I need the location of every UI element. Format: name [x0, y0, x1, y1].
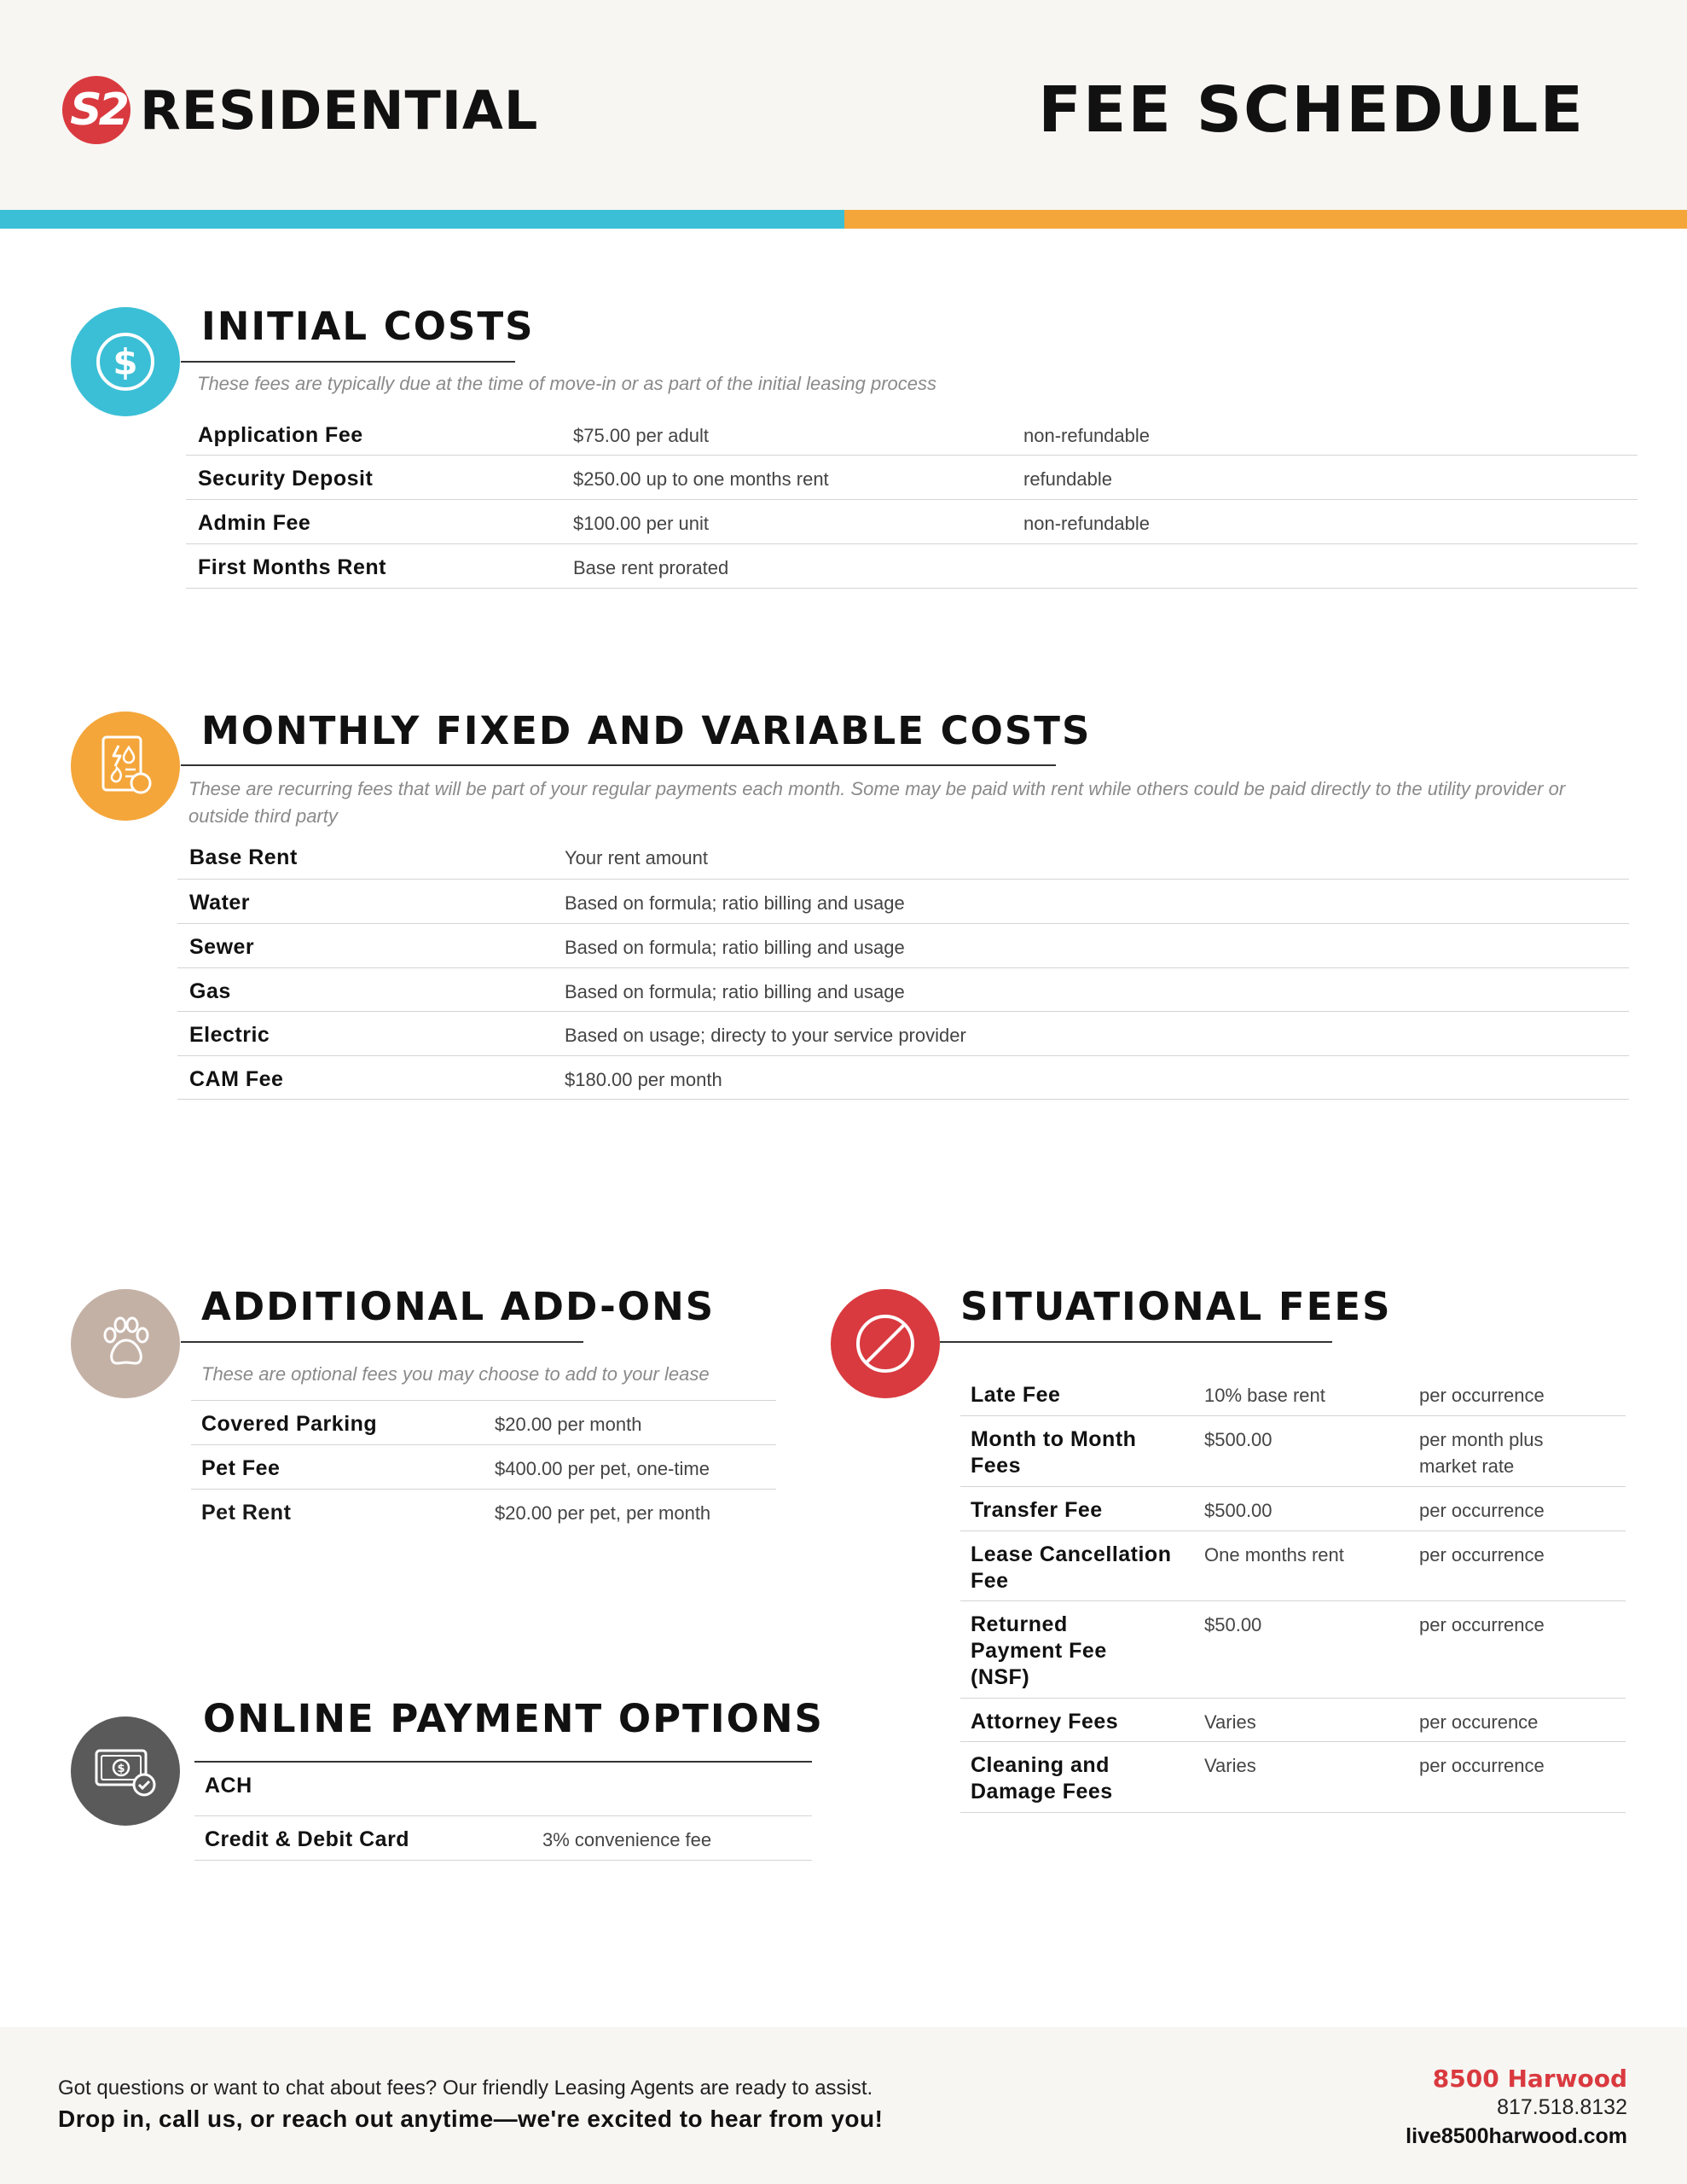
page-title: FEE SCHEDULE — [1038, 73, 1585, 147]
initial-costs-subtitle: These fees are typically due at the time of move-in or as part of the initial leasing process — [197, 373, 936, 394]
payment-icon — [90, 1739, 161, 1804]
addons-icon-circle — [71, 1289, 180, 1398]
dollar-icon — [91, 328, 159, 396]
payment-icon-circle — [71, 1716, 180, 1826]
fee-amount: $75.00 per adult — [573, 425, 710, 446]
table-row — [177, 1056, 1629, 1100]
fee-amount: $500.00 — [1204, 1429, 1272, 1450]
table-row — [186, 544, 1638, 589]
fee-amount: One months rent — [1204, 1544, 1344, 1565]
fee-name: Gas — [189, 979, 231, 1003]
paw-icon — [91, 1310, 159, 1378]
fee-note: non-refundable — [1023, 425, 1151, 446]
monthly-title: MONTHLY FIXED AND VARIABLE COSTS — [201, 708, 1092, 753]
fee-note: per occurrence — [1419, 1385, 1545, 1406]
table-row — [177, 836, 1629, 880]
fee-amount: $50.00 — [1204, 1614, 1262, 1635]
situational-title: SITUATIONAL FEES — [960, 1284, 1392, 1329]
initial-costs-icon-circle — [71, 307, 180, 416]
fee-name: Month to Month Fees — [971, 1427, 1137, 1478]
fee-note: per occurence — [1419, 1711, 1539, 1733]
table-row — [177, 880, 1629, 924]
fee-name: Late Fee — [971, 1383, 1061, 1407]
fee-amount: Base rent prorated — [573, 557, 729, 578]
fee-name: Pet Rent — [201, 1501, 292, 1525]
table-row — [960, 1416, 1626, 1487]
monthly-rule — [181, 764, 1056, 766]
logo-text: RESIDENTIAL — [140, 78, 539, 142]
table-row — [177, 924, 1629, 968]
fee-name: CAM Fee — [189, 1067, 284, 1091]
fee-name: Covered Parking — [201, 1412, 378, 1436]
table-row — [960, 1742, 1626, 1813]
fee-name: First Months Rent — [198, 555, 386, 579]
fee-name: Security Deposit — [198, 467, 374, 491]
fee-amount: $180.00 per month — [565, 1069, 722, 1090]
accent-bar-blue — [0, 210, 844, 229]
fee-amount: 10% base rent — [1204, 1385, 1325, 1406]
fee-name: ACH — [205, 1774, 252, 1798]
table-row — [960, 1487, 1626, 1531]
footer-cta: Drop in, call us, or reach out anytime—we're excited to hear from you! — [58, 2106, 884, 2132]
fee-name: Application Fee — [198, 423, 363, 447]
fee-name: Admin Fee — [198, 511, 311, 535]
table-row — [191, 1401, 776, 1445]
table-row — [177, 968, 1629, 1012]
addons-rule — [181, 1341, 583, 1343]
fee-name: Pet Fee — [201, 1456, 281, 1480]
fee-amount: $250.00 up to one months rent — [573, 468, 829, 490]
fee-name: Returned Payment Fee (NSF) — [971, 1612, 1107, 1689]
situational-rule — [940, 1341, 1332, 1343]
fee-name: Attorney Fees — [971, 1710, 1119, 1734]
initial-costs-rule — [181, 361, 515, 363]
logo — [61, 75, 538, 145]
initial-costs-title: INITIAL COSTS — [201, 304, 535, 349]
logo-mark: S2 — [70, 84, 126, 136]
fee-amount: $500.00 — [1204, 1500, 1272, 1521]
monthly-subtitle: These are recurring fees that will be part of your regular payments each month. Some may be paid with rent while others could be paid directly to the utility provider or outside third party — [188, 778, 1566, 827]
situational-icon-circle — [831, 1289, 940, 1398]
fee-note: per occurrence — [1419, 1544, 1545, 1565]
fee-note: per occurrence — [1419, 1755, 1545, 1776]
fee-amount: Based on formula; ratio billing and usage — [565, 981, 905, 1002]
fee-name: Credit & Debit Card — [205, 1827, 410, 1851]
fee-amount: $400.00 per pet, one-time — [495, 1458, 710, 1479]
fee-note: non-refundable — [1023, 513, 1151, 534]
svg-text:$: $ — [117, 1763, 125, 1775]
property-phone: 817.518.8132 — [1497, 2095, 1627, 2119]
fee-name: Lease Cancellation Fee — [971, 1542, 1172, 1593]
table-row — [194, 1763, 812, 1816]
table-row — [960, 1372, 1626, 1416]
property-name: 8500 Harwood — [1432, 2065, 1627, 2093]
table-row — [194, 1816, 812, 1861]
fee-amount: 3% convenience fee — [542, 1829, 712, 1850]
fee-name: Base Rent — [189, 845, 298, 869]
utility-bill-icon — [93, 732, 158, 800]
table-row — [960, 1531, 1626, 1601]
table-row — [177, 1012, 1629, 1056]
prohibited-icon — [851, 1310, 919, 1378]
fee-amount: Based on usage; directy to your service provider — [565, 1025, 966, 1046]
fee-amount: Based on formula; ratio billing and usage — [565, 937, 905, 958]
fee-amount: $20.00 per pet, per month — [495, 1502, 711, 1524]
property-website[interactable]: live8500harwood.com — [1406, 2124, 1627, 2148]
fee-name: Sewer — [189, 935, 255, 959]
addons-title: ADDITIONAL ADD-ONS — [201, 1284, 716, 1329]
fee-amount: $20.00 per month — [495, 1414, 642, 1435]
fee-amount: Varies — [1204, 1711, 1256, 1733]
monthly-icon-circle — [71, 712, 180, 821]
table-row — [186, 500, 1638, 544]
table-row — [191, 1490, 776, 1533]
s2-logo-icon — [61, 75, 135, 145]
table-row — [186, 417, 1638, 456]
accent-bar-orange — [844, 210, 1687, 229]
fee-name: Water — [189, 891, 251, 915]
svg-text:$: $ — [113, 341, 138, 383]
fee-note: per month plus market rate — [1419, 1429, 1544, 1477]
fee-name: Transfer Fee — [971, 1498, 1103, 1522]
fee-amount: Based on formula; ratio billing and usage — [565, 892, 905, 914]
fee-note: per occurrence — [1419, 1614, 1545, 1635]
fee-note: per occurrence — [1419, 1500, 1545, 1521]
fee-name: Electric — [189, 1023, 270, 1047]
online-payment-title: ONLINE PAYMENT OPTIONS — [203, 1696, 824, 1741]
fee-name: Cleaning and Damage Fees — [971, 1753, 1113, 1804]
table-row — [960, 1601, 1626, 1699]
table-row — [191, 1445, 776, 1490]
fee-amount: Your rent amount — [565, 847, 708, 868]
fee-amount: Varies — [1204, 1755, 1256, 1776]
fee-note: refundable — [1023, 468, 1112, 490]
table-row — [186, 456, 1638, 500]
fee-amount: $100.00 per unit — [573, 513, 710, 534]
table-row — [960, 1699, 1626, 1742]
addons-subtitle: These are optional fees you may choose to add to your lease — [201, 1363, 710, 1385]
footer-question: Got questions or want to chat about fees? Our friendly Leasing Agents are ready to assist. — [58, 2077, 873, 2100]
